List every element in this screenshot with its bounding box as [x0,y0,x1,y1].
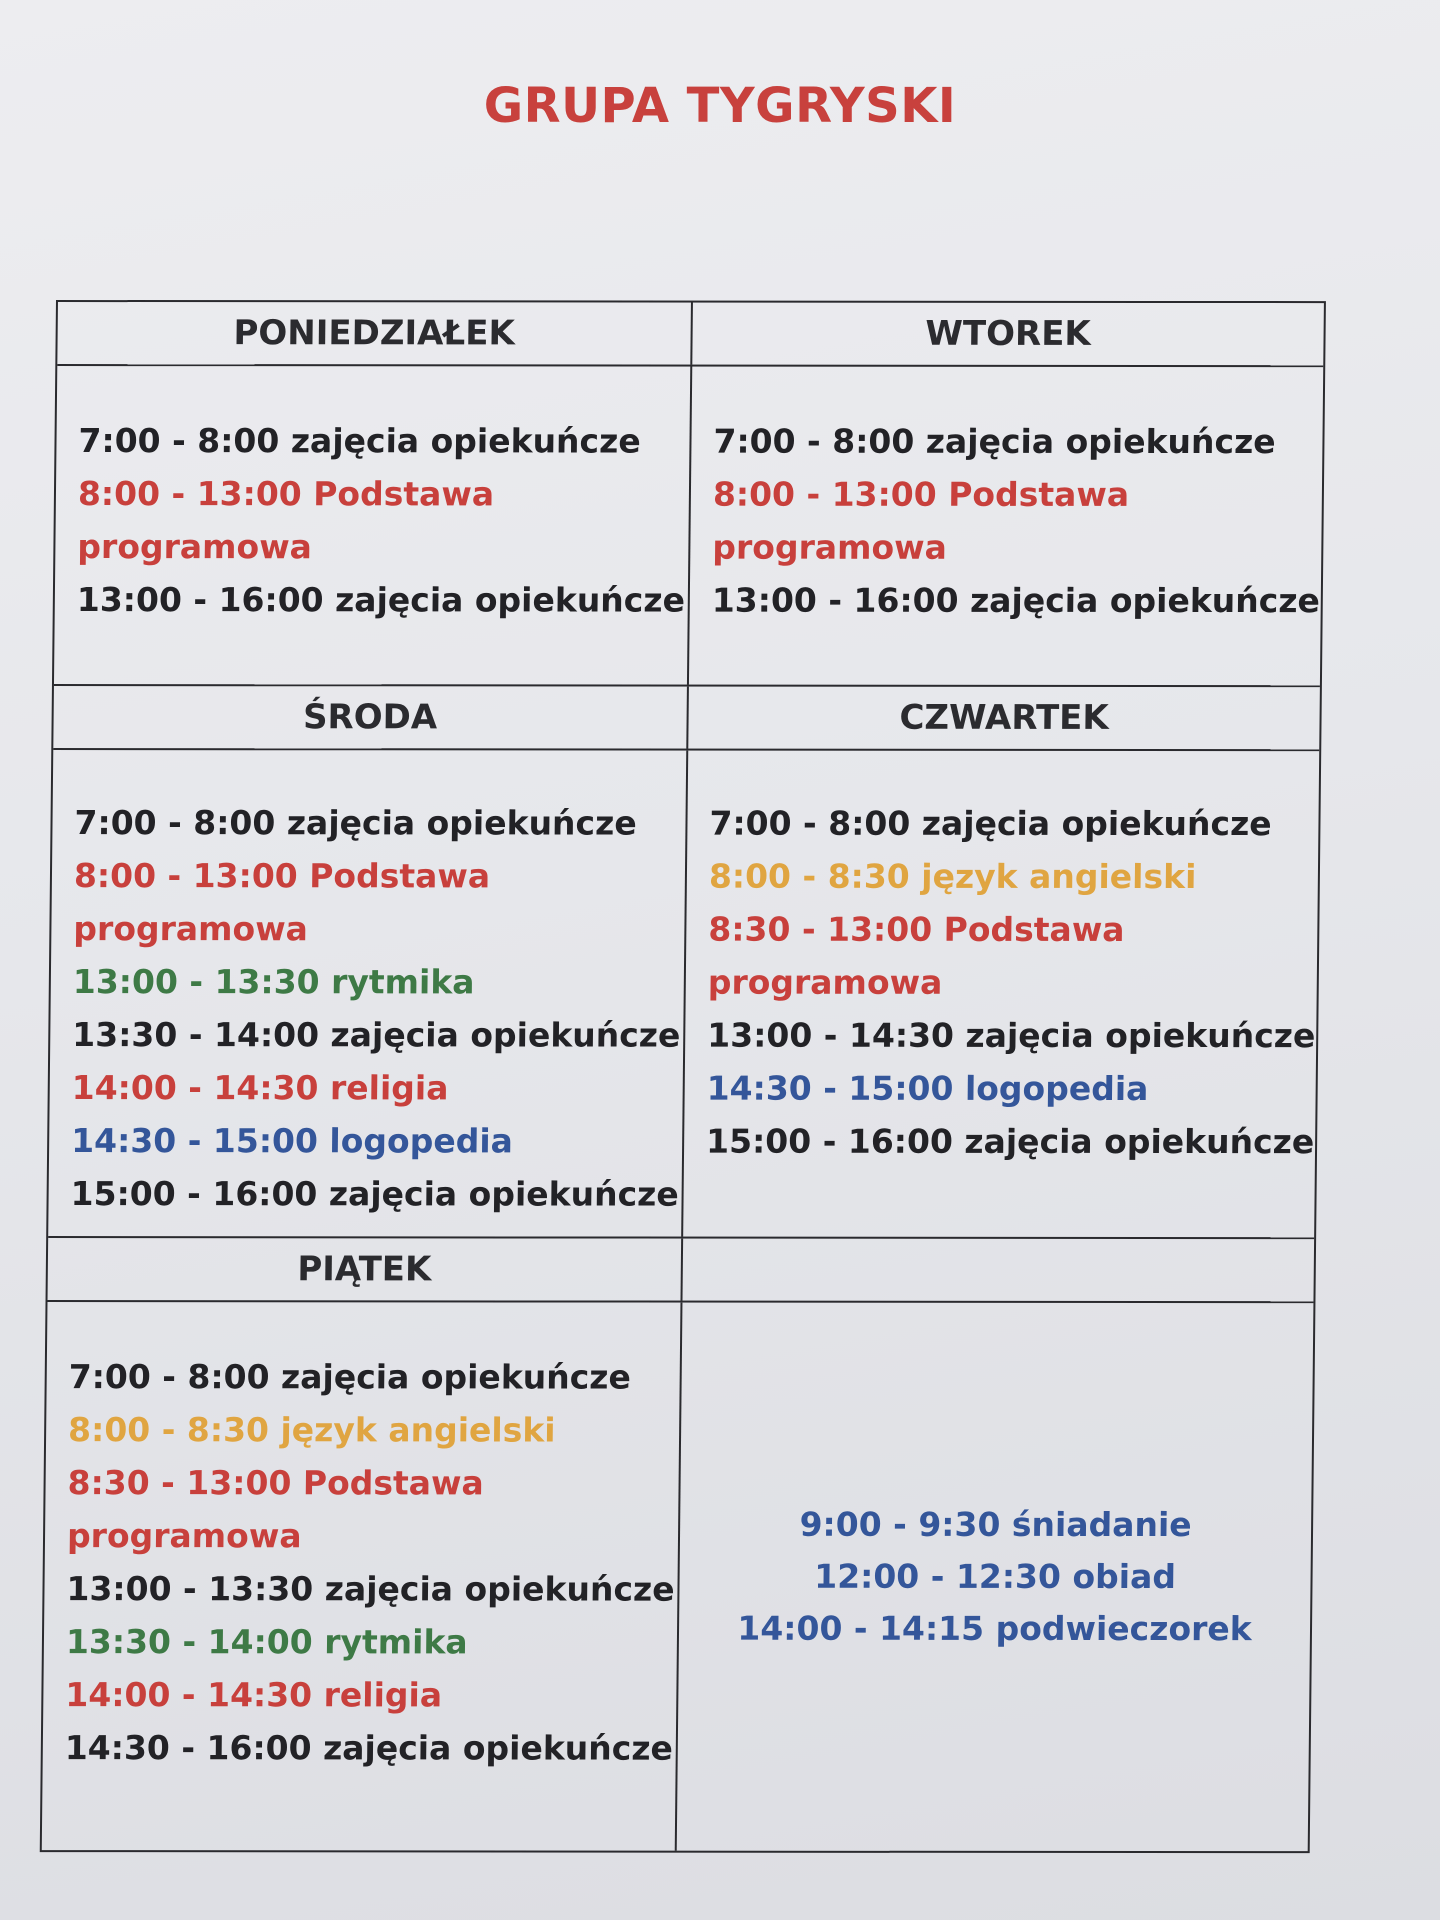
schedule-line: 7:00 - 8:00 zajęcia opiekuńcze [68,1357,632,1397]
schedule-line: 15:00 - 16:00 zajęcia opiekuńcze [705,1121,1315,1162]
table-header-row [57,302,1324,367]
schedule-line: 15:00 - 16:00 zajęcia opiekuńcze [70,1174,679,1214]
meals-list [677,1303,1314,1852]
day-name-wednesday: ŚRODA [302,697,438,738]
schedule-line: 13:00 - 16:00 zajęcia opiekuńcze [711,580,1321,621]
schedule-line: 7:00 - 8:00 zajęcia opiekuńcze [709,803,1272,844]
day-name-monday: PONIEDZIAŁEK [233,313,516,354]
schedule-line: 8:00 - 13:00 Podstawa [77,474,495,514]
schedule-line: 14:30 - 15:00 logopedia [706,1068,1149,1108]
schedule-line: 8:30 - 13:00 Podstawa [67,1463,485,1503]
header-wednesday [53,686,687,749]
schedule-line: 7:00 - 8:00 zajęcia opiekuńcze [713,421,1276,462]
schedule-line: programowa [712,527,948,567]
empty-header-label [683,1239,1314,1240]
header-empty [680,1239,1314,1302]
schedule-line: programowa [77,527,313,567]
schedule-table [40,300,1326,1853]
table-body-row [42,1302,1314,1851]
table-header-row [53,686,1320,751]
schedule-tuesday [687,367,1323,686]
table-header-row [48,1238,1315,1303]
schedule-line: 8:00 - 8:30 język angielski [67,1410,556,1450]
header-monday [57,302,691,365]
schedule-line: 14:30 - 16:00 zajęcia opiekuńcze [64,1728,674,1768]
schedule-line: 8:30 - 13:00 Podstawa [708,909,1125,949]
schedule-line: programowa [707,962,943,1002]
schedule-line: 7:00 - 8:00 zajęcia opiekuńcze [74,803,637,843]
schedule-line: 13:00 - 13:30 zajęcia opiekuńcze [66,1569,675,1609]
day-name-thursday: CZWARTEK [899,697,1109,738]
schedule-line: 8:00 - 13:00 Podstawa [73,856,491,896]
meal-line: 12:00 - 12:30 obiad [814,1556,1177,1597]
schedule-friday [42,1302,681,1851]
schedule-line: 8:00 - 13:00 Podstawa [712,474,1130,514]
schedule-line: 13:00 - 16:00 zajęcia opiekuńcze [76,580,686,620]
schedule-monday [54,366,690,685]
schedule-line: 13:00 - 13:30 rytmika [72,962,475,1002]
day-name-friday: PIĄTEK [297,1249,432,1290]
schedule-thursday [681,751,1319,1238]
schedule-line: 8:00 - 8:30 język angielski [708,856,1197,897]
meal-line: 14:00 - 14:15 podwieczorek [737,1608,1252,1649]
schedule-line: 13:30 - 14:00 zajęcia opiekuńcze [72,1015,681,1055]
schedule-line: 13:30 - 14:00 rytmika [65,1622,468,1662]
schedule-line: programowa [66,1516,302,1556]
page-title: GRUPA TYGRYSKI [483,78,957,134]
schedule-line: 14:00 - 14:30 religia [65,1675,443,1715]
schedule-line: 13:00 - 14:30 zajęcia opiekuńcze [707,1015,1316,1056]
schedule-wednesday [48,750,686,1237]
header-tuesday [690,303,1324,366]
meals-cell [675,1303,1314,1852]
table-body-row [48,750,1319,1239]
schedule-line: programowa [73,909,309,949]
table-body-row [54,366,1323,687]
day-name-tuesday: WTOREK [925,313,1091,354]
meal-line: 9:00 - 9:30 śniadanie [799,1504,1192,1545]
header-friday [48,1238,682,1301]
header-thursday [686,687,1320,750]
schedule-line: 14:30 - 15:00 logopedia [70,1121,514,1161]
schedule-line: 7:00 - 8:00 zajęcia opiekuńcze [78,421,641,461]
schedule-line: 14:00 - 14:30 religia [71,1068,449,1108]
